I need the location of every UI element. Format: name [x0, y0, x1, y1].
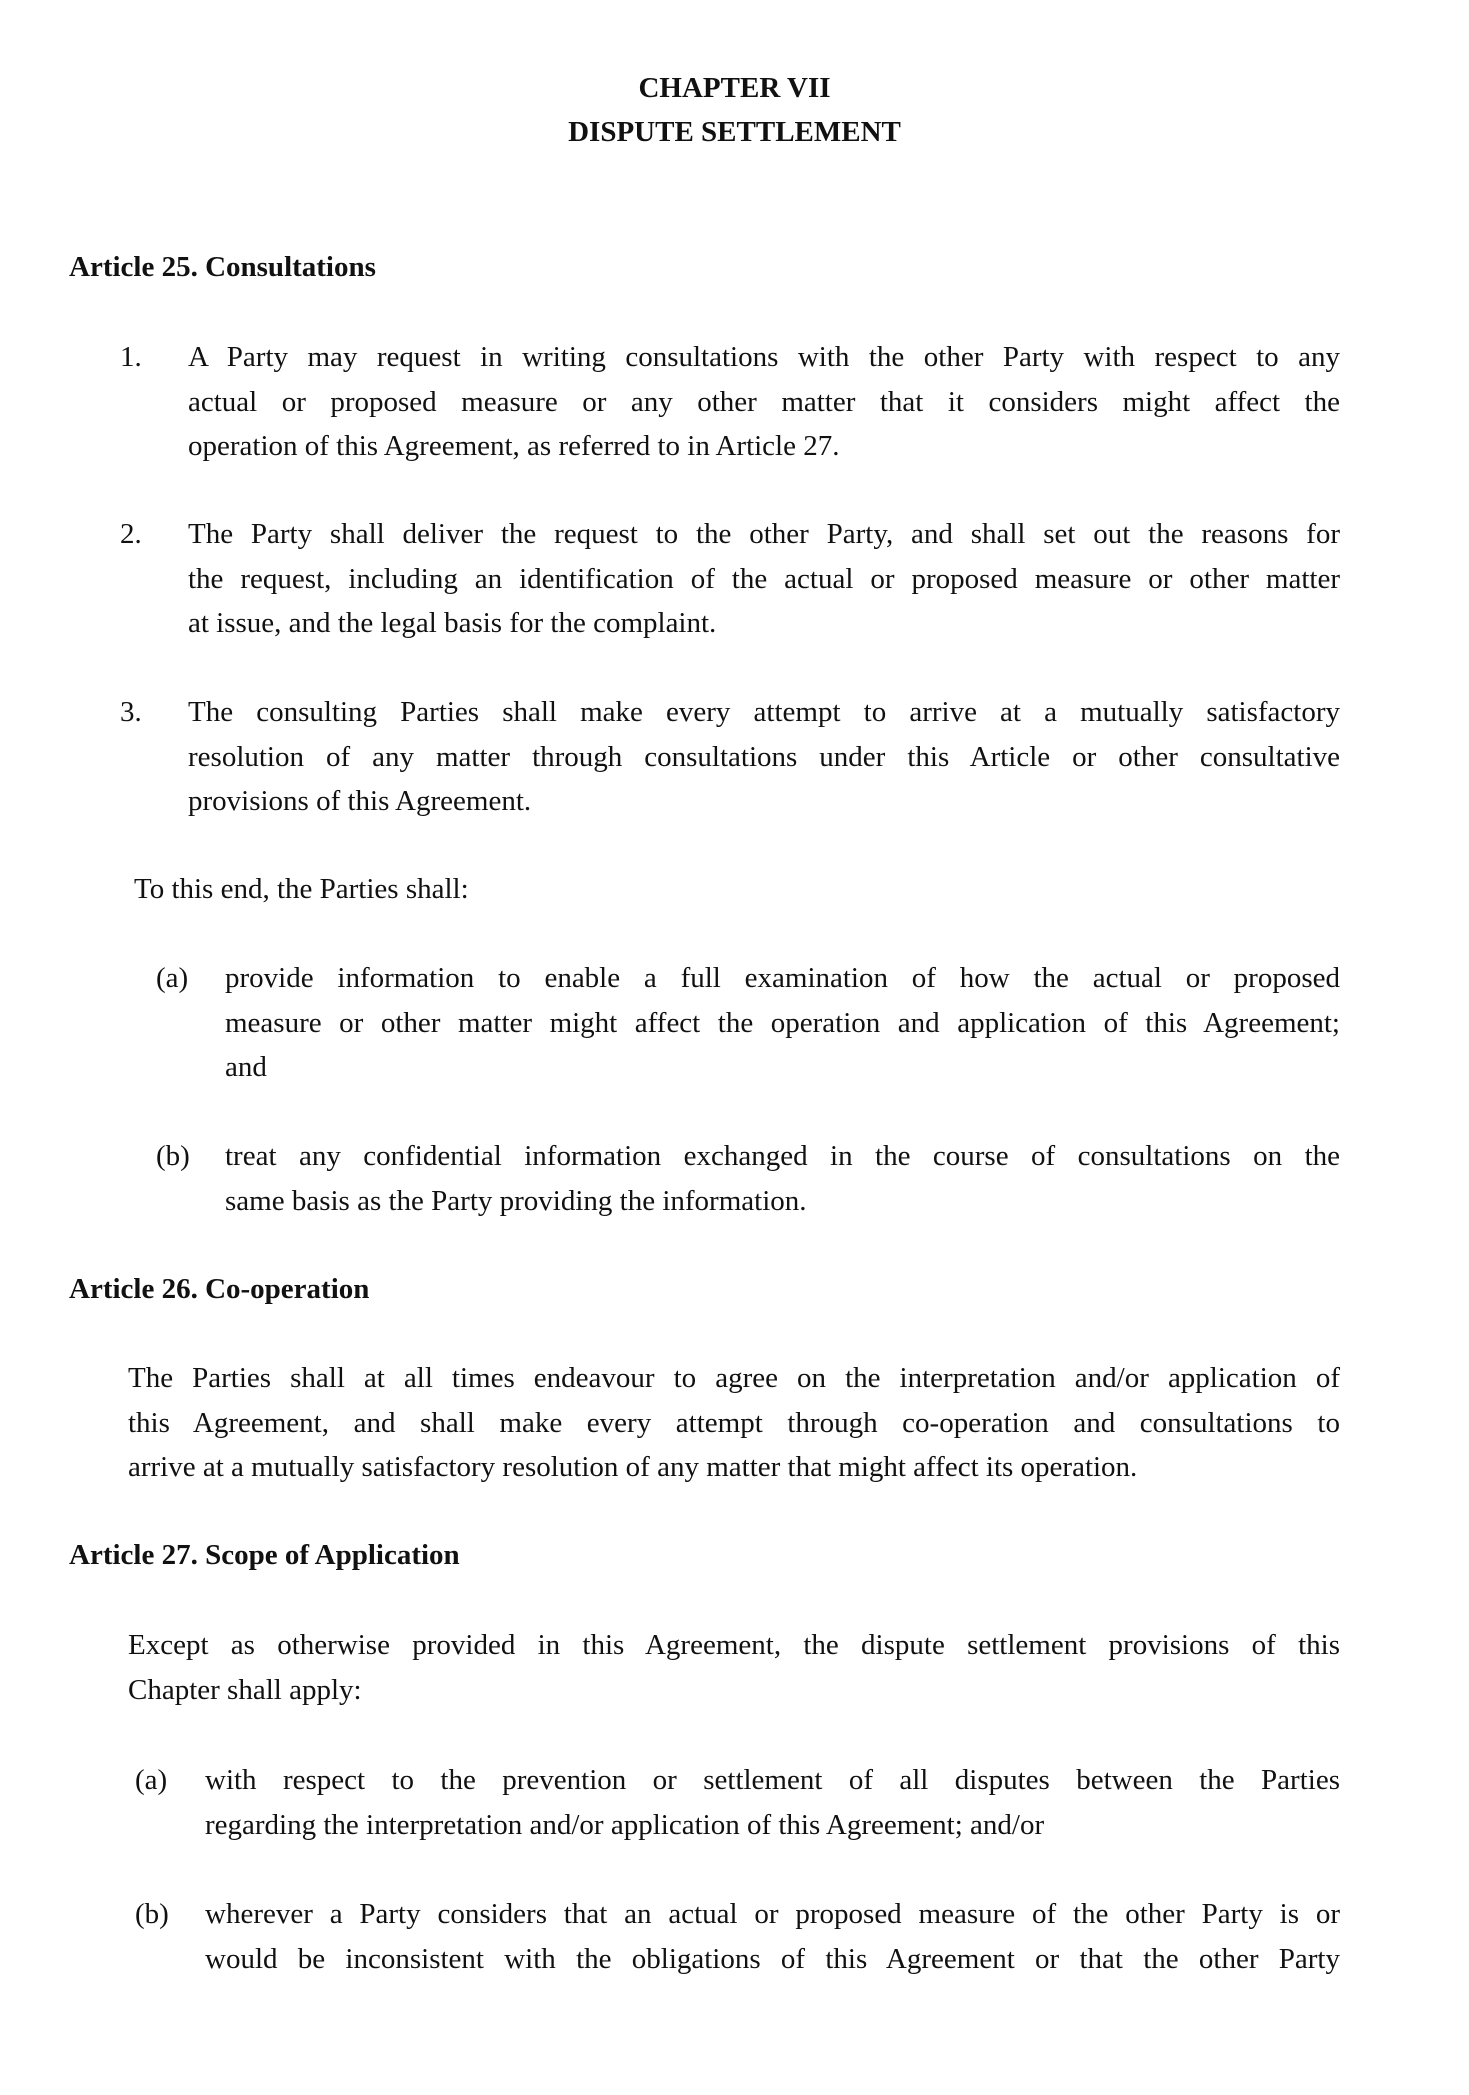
chapter-heading — [0, 66, 1469, 154]
text-line: A Party may request in writing consultations with the other Party with respect to any — [188, 341, 1340, 373]
text-line: treat any confidential information exchanged in the course of consultations on the — [225, 1140, 1340, 1172]
text-line: Chapter shall apply: — [128, 1673, 362, 1706]
text-line: and — [225, 1051, 267, 1083]
text-line: the request, including an identification of the actual or proposed measure or other matter — [188, 562, 1340, 595]
text-line: resolution of any matter through consultations under this Article or other consultative — [188, 740, 1340, 773]
item-label: (b) — [156, 1140, 190, 1172]
text-line: The Parties shall at all times endeavour to agree on the interpretation and/or application of — [128, 1362, 1340, 1394]
text-line: provide information to enable a full examination of how the actual or proposed — [225, 962, 1340, 994]
text-line: wherever a Party considers that an actual or proposed measure of the other Party is or — [205, 1898, 1340, 1930]
text-line: with respect to the prevention or settlement of all disputes between the Parties — [205, 1764, 1340, 1796]
text-line: would be inconsistent with the obligations of this Agreement or that the other Party — [205, 1942, 1340, 1975]
article-25-heading: Article 25. Consultations — [69, 251, 376, 283]
item-label: (b) — [135, 1898, 169, 1930]
article-27-heading: Article 27. Scope of Application — [69, 1539, 460, 1571]
text-line: provisions of this Agreement. — [188, 785, 532, 817]
text-line: measure or other matter might affect the operation and application of this Agreement; — [225, 1006, 1340, 1039]
text-line: at issue, and the legal basis for the complaint. — [188, 607, 717, 639]
text-line: regarding the interpretation and/or application of this Agreement; and/or — [205, 1808, 1045, 1841]
paragraph-number: 3. — [120, 696, 142, 728]
text-line: this Agreement, and shall make every attempt through co-operation and consultations to — [128, 1406, 1340, 1439]
text-line: The Party shall deliver the request to the other Party, and shall set out the reasons for — [188, 518, 1340, 550]
text-line: arrive at a mutually satisfactory resolution of any matter that might affect its operation. — [128, 1451, 1138, 1483]
text-line: The consulting Parties shall make every attempt to arrive at a mutually satisfactory — [188, 696, 1340, 728]
item-label: (a) — [156, 962, 189, 994]
article-26-heading: Article 26. Co-operation — [69, 1273, 370, 1305]
paragraph-number: 2. — [120, 518, 142, 550]
text-line: Except as otherwise provided in this Agreement, the dispute settlement provisions of this — [128, 1629, 1340, 1661]
text-line: same basis as the Party providing the information. — [225, 1184, 807, 1217]
chapter-title: DISPUTE SETTLEMENT — [568, 116, 901, 148]
article-27-intro — [128, 1623, 1340, 1712]
article-25-intro: To this end, the Parties shall: — [134, 873, 469, 905]
article-26-body — [128, 1356, 1340, 1490]
text-line: actual or proposed measure or any other matter that it considers might affect the — [188, 385, 1340, 418]
paragraph-number: 1. — [120, 341, 142, 373]
text-line: operation of this Agreement, as referred to in Article 27. — [188, 430, 840, 462]
item-label: (a) — [135, 1764, 168, 1796]
chapter-number: CHAPTER VII — [638, 72, 831, 104]
